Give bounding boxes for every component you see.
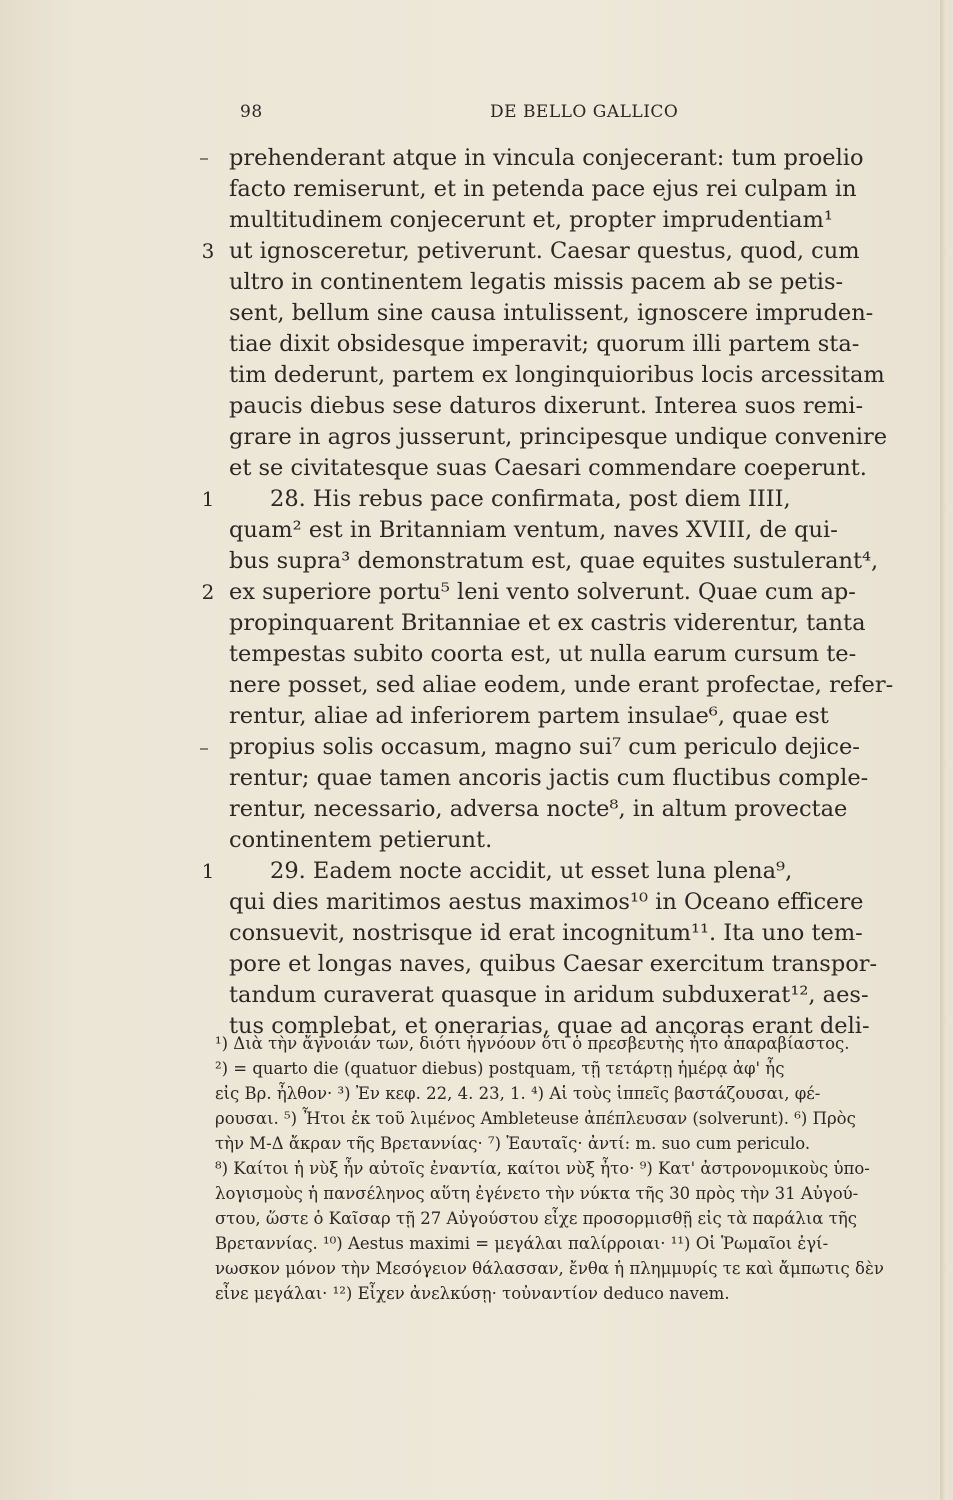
text-line: consuevit, nostrisque id erat incognitum¹¹. Ita uno tem- <box>229 920 863 946</box>
text-line: facto remiserunt, et in petenda pace ejus rei culpam in <box>229 176 857 202</box>
margin-section-number: 1 <box>201 487 215 511</box>
margin-section-number: 3 <box>201 239 215 263</box>
footnote-line: στου, ὥστε ὁ Καῖσαρ τῇ 27 Αὐγούστου εἶχε προσορμισθῇ εἰς τὰ παράλια τῆς <box>215 1209 857 1228</box>
text-line: bus supra³ demonstratum est, quae equites sustulerant⁴, <box>229 548 879 574</box>
margin-dash <box>200 158 208 160</box>
footnote-line: τὴν Μ-Δ ἄκραν τῆς Βρεταννίας· ⁷) Ἑαυταῖς· ἀντί: m. suo cum periculo. <box>215 1134 811 1153</box>
text-line: tim dederunt, partem ex longinquioribus locis arcessitam <box>229 362 885 388</box>
text-line: nere posset, sed aliae eodem, unde erant profectae, refer- <box>229 672 894 698</box>
text-line: ex superiore portu⁵ leni vento solverunt. Quae cum ap- <box>229 579 856 605</box>
text-line: rentur; quae tamen ancoris jactis cum fluctibus comple- <box>229 765 869 791</box>
text-line: et se civitatesque suas Caesari commendare coeperunt. <box>229 455 867 481</box>
margin-section-number: 2 <box>201 580 215 604</box>
margin-section-number: 1 <box>201 859 215 883</box>
footnote-line: ¹) Διὰ τὴν ἄγνοιάν των, διότι ἠγνόουν ὅτι ὁ πρεσβευτὴς ἦτο ἀπαραβίαστος. <box>215 1034 850 1053</box>
text-line: grare in agros jusserunt, principesque undique convenire <box>229 424 888 450</box>
text-line: ultro in continentem legatis missis pacem ab se petis- <box>229 269 844 295</box>
text-line: rentur, necessario, adversa nocte⁸, in altum provectae <box>229 796 848 822</box>
running-header <box>240 102 940 132</box>
text-line: quam² est in Britanniam ventum, naves XVIII, de qui- <box>229 517 838 543</box>
text-line: pore et longas naves, quibus Caesar exercitum transpor- <box>229 951 878 977</box>
page-number: 98 <box>240 102 263 122</box>
text-line: propius solis occasum, magno sui⁷ cum periculo dejice- <box>229 734 860 760</box>
footnote-line: ²) = quarto die (quatuor diebus) postquam, τῇ τετάρτῃ ἡμέρᾳ ἀφ' ἧς <box>215 1059 785 1078</box>
text-line: prehenderant atque in vincula conjecerant: tum proelio <box>229 145 864 171</box>
footnote-line: Βρεταννίας. ¹⁰) Aestus maximi = μεγάλαι παλίρροιαι· ¹¹) Οἱ Ῥωμαῖοι ἐγί- <box>215 1234 829 1253</box>
text-line: sent, bellum sine causa intulissent, ignoscere impruden- <box>229 300 874 326</box>
text-line: continentem petierunt. <box>229 827 493 853</box>
footnote-line: εἰς Βρ. ἦλθον· ³) Ἐν κεφ. 22, 4. 23, 1. ⁴) Αἱ τοὺς ἱππεῖς βαστάζουσαι, φέ- <box>215 1084 821 1103</box>
text-line: multitudinem conjecerunt et, propter imprudentiam¹ <box>229 207 833 233</box>
text-line-chapter-28: 28. His rebus pace confirmata, post diem IIII, <box>270 486 791 512</box>
running-title: DE BELLO GALLICO <box>490 102 679 122</box>
text-line: tandum curaverat quasque in aridum subduxerat¹², aes- <box>229 982 869 1008</box>
text-line: tiae dixit obsidesque imperavit; quorum illi partem sta- <box>229 331 860 357</box>
text-line: ut ignosceretur, petiverunt. Caesar questus, quod, cum <box>229 238 860 264</box>
text-line: tempestas subito coorta est, ut nulla earum cursum te- <box>229 641 857 667</box>
footnote-line: εἶνε μεγάλαι· ¹²) Εἶχεν ἀνελκύσῃ· τοὐναντίον deduco navem. <box>215 1284 730 1303</box>
footnote-line: ρουσαι. ⁵) Ἦτοι ἐκ τοῦ λιμένος Ambleteuse ἀπέπλευσαν (solverunt). ⁶) Πρὸς <box>215 1109 856 1128</box>
text-line: tus complebat, et onerarias, quae ad ancoras erant deli- <box>229 1013 870 1039</box>
footnote-line: ⁸) Καίτοι ἡ νὺξ ἦν αὐτοῖς ἐναντία, καίτοι νὺξ ἦτο· ⁹) Κατ' ἀστρονομικοὺς ὑπο- <box>215 1159 870 1178</box>
text-line: propinquarent Britanniae et ex castris viderentur, tanta <box>229 610 866 636</box>
text-line-chapter-29: 29. Eadem nocte accidit, ut esset luna plena⁹, <box>270 858 793 884</box>
text-line: qui dies maritimos aestus maximos¹⁰ in Oceano efficere <box>229 889 864 915</box>
footnote-line: νωσκον μόνον τὴν Μεσόγειον θάλασσαν, ἔνθα ἡ πλημμυρίς τε καὶ ἄμπωτις δὲν <box>215 1259 884 1278</box>
footnote-line: λογισμοὺς ἡ πανσέληνος αὕτη ἐγένετο τὴν νύκτα τῆς 30 πρὸς τὴν 31 Αὐγού- <box>215 1184 859 1203</box>
text-line: rentur, aliae ad inferiorem partem insulae⁶, quae est <box>229 703 829 729</box>
margin-dash <box>200 748 208 750</box>
page-edge-shadow <box>940 0 946 1500</box>
text-line: paucis diebus sese daturos dixerunt. Interea suos remi- <box>229 393 864 419</box>
